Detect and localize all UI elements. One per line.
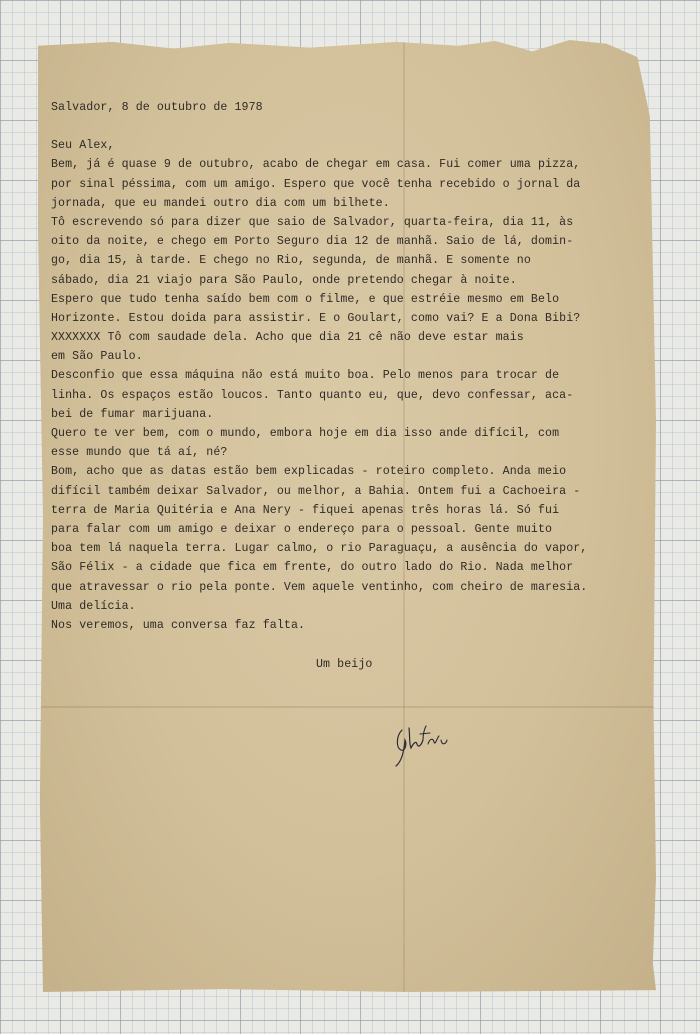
body-line: oito da noite, e chego em Porto Seguro dia 12 de manhã. Saio de lá, domin- [51,235,574,249]
body-line: Uma delícia. [51,599,136,613]
handwritten-signature [392,722,452,770]
body-line: São Félix - a cidade que fica em frente, do outro lado do Rio. Nada melhor [51,561,574,575]
body-line: Bom, acho que as datas estão bem explicadas - roteiro completo. Anda meio [51,465,567,479]
body-line: jornada, que eu mandei outro dia com um bilhete. [51,196,390,210]
body-line: go, dia 15, à tarde. E chego no Rio, segunda, de manhã. E somente no [51,254,531,268]
body-line: Desconfio que essa máquina não está muito boa. Pelo menos para trocar de [51,369,560,383]
body-line: Nos veremos, uma conversa faz falta. [51,618,306,632]
closing-line: Um beijo [316,658,373,672]
body-line: para falar com um amigo e deixar o endereço para o pessoal. Gente muito [51,522,553,536]
body-line: linha. Os espaços estão loucos. Tanto quanto eu, que, devo confessar, aca- [51,388,574,402]
date-line: Salvador, 8 de outubro de 1978 [51,101,263,114]
body-line: bei de fumar marijuana. [51,407,214,421]
body-line: boa tem lá naquela terra. Lugar calmo, o rio Paraguaçu, a ausência do vapor, [51,542,588,556]
body-line: Bem, já é quase 9 de outubro, acabo de chegar em casa. Fui comer uma pizza, [51,158,581,172]
body-line: Horizonte. Estou doida para assistir. E o Goulart, como vai? E a Dona Bibi? [51,311,581,325]
typed-letter [51,98,606,674]
letter-body [51,136,606,635]
horizontal-fold-crease [38,706,656,708]
body-line: em São Paulo. [51,350,143,364]
body-line: terra de Maria Quitéria e Ana Nery - fiquei apenas três horas lá. Só fui [51,503,560,517]
body-line: difícil também deixar Salvador, ou melhor, a Bahia. Ontem fui a Cachoeira - [51,484,581,498]
body-line: XXXXXXX Tô com saudade dela. Acho que dia 21 cê não deve estar mais [51,331,524,345]
body-line: Quero te ver bem, com o mundo, embora hoje em dia isso ande difícil, com [51,427,560,440]
body-line: Seu Alex, [51,139,115,153]
body-line: que atravessar o rio pela ponte. Vem aquele ventinho, com cheiro de maresia. [51,580,588,594]
body-line: Tô escrevendo só para dizer que saio de Salvador, quarta-feira, dia 11, às [51,215,574,229]
body-line: Espero que tudo tenha saído bem com o filme, e que estréie mesmo em Belo [51,292,560,306]
body-line: esse mundo que tá aí, né? [51,446,228,460]
body-line: por sinal péssima, com um amigo. Espero que você tenha recebido o jornal da [51,177,581,191]
body-line: sábado, dia 21 viajo para São Paulo, onde pretendo chegar à noite. [51,273,517,287]
